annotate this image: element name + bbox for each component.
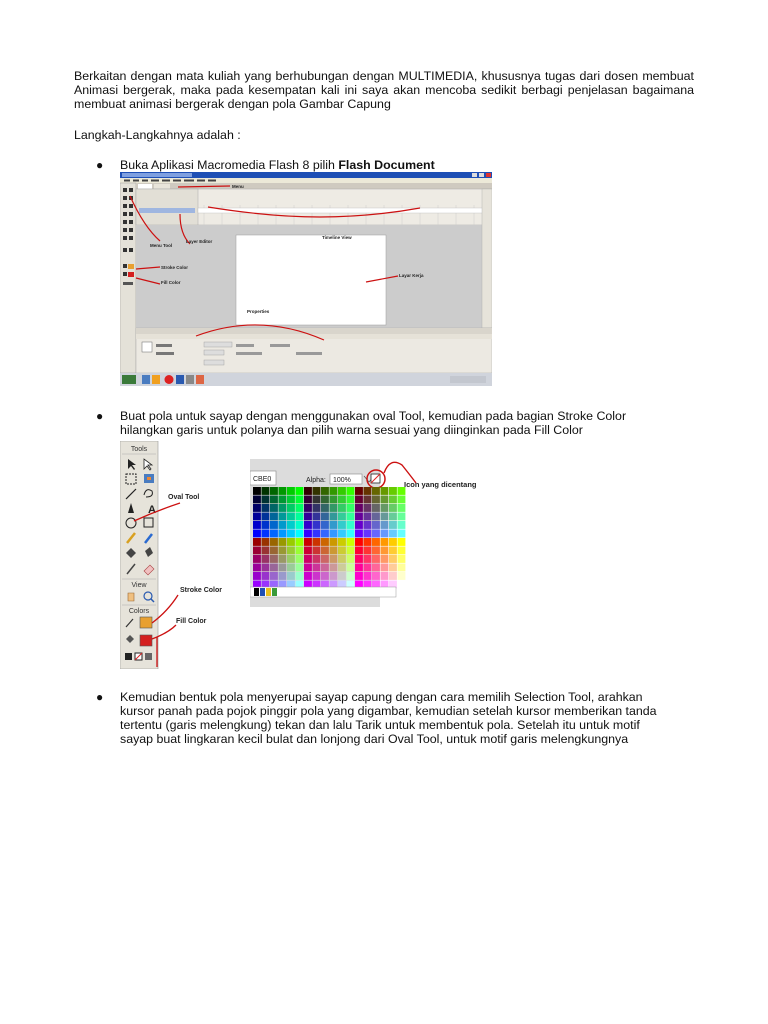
color-swatch[interactable] <box>279 521 287 529</box>
color-swatch[interactable] <box>321 487 329 495</box>
color-swatch[interactable] <box>253 513 261 521</box>
color-swatch[interactable] <box>381 538 389 546</box>
color-swatch[interactable] <box>287 521 295 529</box>
color-swatch[interactable] <box>338 555 346 563</box>
color-swatch[interactable] <box>355 487 363 495</box>
color-swatch[interactable] <box>330 521 338 529</box>
windows-taskbar <box>120 373 492 386</box>
color-swatch[interactable] <box>313 521 321 529</box>
color-swatch[interactable] <box>262 564 270 572</box>
color-swatch[interactable] <box>381 564 389 572</box>
label-menu: Menu <box>232 184 244 189</box>
color-swatch[interactable] <box>338 538 346 546</box>
color-swatch[interactable] <box>270 538 278 546</box>
color-swatch[interactable] <box>304 572 312 580</box>
color-swatch[interactable] <box>389 504 397 512</box>
color-swatch[interactable] <box>270 513 278 521</box>
alpha-label: Alpha: <box>306 477 326 484</box>
color-swatch[interactable] <box>313 555 321 563</box>
color-swatch[interactable] <box>381 504 389 512</box>
color-swatch[interactable] <box>389 538 397 546</box>
color-swatch[interactable] <box>304 513 312 521</box>
colors-title: Colors <box>128 608 150 615</box>
steps-heading: Langkah-Langkahnya adalah : <box>74 128 241 142</box>
color-swatch[interactable] <box>270 496 278 504</box>
color-swatch[interactable] <box>330 530 338 538</box>
color-swatch[interactable] <box>347 564 355 572</box>
color-swatch[interactable] <box>279 530 287 538</box>
color-swatch[interactable] <box>389 572 397 580</box>
color-swatch[interactable] <box>279 555 287 563</box>
color-swatch[interactable] <box>330 504 338 512</box>
fill-color-swatch[interactable] <box>140 635 152 646</box>
color-swatch[interactable] <box>364 496 372 504</box>
color-swatch[interactable] <box>321 496 329 504</box>
color-swatch[interactable] <box>372 547 380 555</box>
color-swatch[interactable] <box>262 555 270 563</box>
color-swatch[interactable] <box>321 572 329 580</box>
color-swatch[interactable] <box>321 564 329 572</box>
color-swatch[interactable] <box>253 572 261 580</box>
color-swatch[interactable] <box>313 513 321 521</box>
color-swatch[interactable] <box>253 547 261 555</box>
color-palette-screenshot <box>250 459 500 607</box>
color-swatch[interactable] <box>321 547 329 555</box>
color-swatch[interactable] <box>287 572 295 580</box>
color-swatch[interactable] <box>338 547 346 555</box>
color-swatch[interactable] <box>338 572 346 580</box>
color-swatch[interactable] <box>304 555 312 563</box>
color-swatch[interactable] <box>338 504 346 512</box>
step-1-text-bold: Flash Document <box>338 158 435 172</box>
color-swatch[interactable] <box>389 547 397 555</box>
color-swatch[interactable] <box>253 521 261 529</box>
color-swatch[interactable] <box>253 538 261 546</box>
color-swatch[interactable] <box>398 513 406 521</box>
label-stroke-color: Stroke Color <box>161 265 189 270</box>
color-swatch[interactable] <box>398 581 406 589</box>
color-swatch[interactable] <box>338 487 346 495</box>
color-swatch[interactable] <box>398 530 406 538</box>
color-swatch[interactable] <box>270 564 278 572</box>
color-swatch[interactable] <box>313 547 321 555</box>
color-swatch[interactable] <box>330 513 338 521</box>
flash-workspace-screenshot <box>120 172 492 386</box>
color-swatch[interactable] <box>355 513 363 521</box>
color-swatch[interactable] <box>355 555 363 563</box>
tools-title: Tools <box>130 446 148 453</box>
flash-toolbar <box>120 183 136 373</box>
color-swatch[interactable] <box>296 555 304 563</box>
color-swatch[interactable] <box>381 572 389 580</box>
color-swatch[interactable] <box>389 530 397 538</box>
color-swatch[interactable] <box>304 538 312 546</box>
color-swatch[interactable] <box>321 555 329 563</box>
step-2-text: Buat pola untuk sayap dengan menggunakan oval Tool, kemudian pada bagian Stroke Color hilangkan garis untuk polanya dan pilih warna sesuai yang diinginkan pada Fill Color <box>120 409 627 437</box>
label-icon-dicentang: Icon yang dicentang <box>404 480 477 489</box>
color-swatch[interactable] <box>347 487 355 495</box>
color-swatch[interactable] <box>304 530 312 538</box>
color-swatch[interactable] <box>389 521 397 529</box>
color-swatch[interactable] <box>381 496 389 504</box>
color-swatch[interactable] <box>398 555 406 563</box>
color-swatch[interactable] <box>338 564 346 572</box>
black-white-icon <box>125 653 132 660</box>
color-swatch[interactable] <box>304 547 312 555</box>
color-swatch[interactable] <box>304 496 312 504</box>
color-swatch[interactable] <box>313 564 321 572</box>
color-swatch[interactable] <box>270 547 278 555</box>
color-swatch[interactable] <box>364 513 372 521</box>
color-swatch[interactable] <box>364 555 372 563</box>
color-swatch[interactable] <box>296 487 304 495</box>
tools-panel-screenshot <box>120 441 244 669</box>
color-swatch[interactable] <box>364 547 372 555</box>
color-swatch[interactable] <box>347 538 355 546</box>
color-swatch[interactable] <box>253 504 261 512</box>
color-swatch[interactable] <box>296 572 304 580</box>
label-properties: Properties <box>247 309 270 314</box>
color-swatch[interactable] <box>330 572 338 580</box>
color-swatch[interactable] <box>296 513 304 521</box>
color-swatch[interactable] <box>287 496 295 504</box>
color-swatch[interactable] <box>279 572 287 580</box>
color-swatch[interactable] <box>364 521 372 529</box>
color-swatch[interactable] <box>372 572 380 580</box>
color-swatch[interactable] <box>287 530 295 538</box>
color-swatch[interactable] <box>398 572 406 580</box>
color-swatch[interactable] <box>364 538 372 546</box>
color-swatch[interactable] <box>330 547 338 555</box>
color-swatch[interactable] <box>262 496 270 504</box>
step-1-text-regular: Buka Aplikasi Macromedia Flash 8 pilih <box>120 158 339 172</box>
color-swatch[interactable] <box>313 572 321 580</box>
label-oval-tool: Oval Tool <box>168 494 200 501</box>
color-swatch[interactable] <box>372 564 380 572</box>
color-swatch[interactable] <box>372 530 380 538</box>
color-swatch[interactable] <box>270 530 278 538</box>
color-swatch[interactable] <box>321 538 329 546</box>
color-swatch[interactable] <box>287 538 295 546</box>
color-swatch[interactable] <box>296 564 304 572</box>
color-swatch[interactable] <box>381 513 389 521</box>
color-swatch[interactable] <box>296 547 304 555</box>
label-stroke-color-2: Stroke Color <box>180 587 223 594</box>
color-swatch[interactable] <box>279 487 287 495</box>
color-swatch[interactable] <box>355 564 363 572</box>
color-swatch[interactable] <box>355 572 363 580</box>
color-swatch[interactable] <box>313 530 321 538</box>
color-swatch[interactable] <box>304 521 312 529</box>
color-swatch[interactable] <box>262 538 270 546</box>
color-swatch[interactable] <box>321 530 329 538</box>
color-swatch[interactable] <box>287 513 295 521</box>
color-swatch[interactable] <box>279 547 287 555</box>
label-menu-tool: Menu Tool <box>150 243 173 248</box>
color-swatch[interactable] <box>270 555 278 563</box>
color-swatch[interactable] <box>347 530 355 538</box>
color-swatch[interactable] <box>313 504 321 512</box>
color-swatch[interactable] <box>296 530 304 538</box>
label-fill-color-2: Fill Color <box>176 618 207 625</box>
color-swatch[interactable] <box>355 530 363 538</box>
color-swatch[interactable] <box>389 513 397 521</box>
color-swatch[interactable] <box>381 547 389 555</box>
color-swatch[interactable] <box>296 538 304 546</box>
color-swatch[interactable] <box>253 564 261 572</box>
color-swatch[interactable] <box>270 504 278 512</box>
tools-panel-svg <box>120 441 244 669</box>
color-swatch[interactable] <box>279 564 287 572</box>
color-swatch[interactable] <box>355 538 363 546</box>
color-swatch[interactable] <box>304 504 312 512</box>
color-swatch[interactable] <box>372 513 380 521</box>
color-swatch[interactable] <box>398 547 406 555</box>
color-swatch[interactable] <box>253 530 261 538</box>
color-swatch[interactable] <box>262 530 270 538</box>
color-swatch[interactable] <box>321 504 329 512</box>
color-swatch[interactable] <box>364 504 372 512</box>
color-swatch[interactable] <box>330 564 338 572</box>
svg-text:A: A <box>148 504 156 516</box>
color-swatch[interactable] <box>338 496 346 504</box>
color-swatch[interactable] <box>355 547 363 555</box>
color-swatch[interactable] <box>389 564 397 572</box>
color-swatch[interactable] <box>372 487 380 495</box>
color-swatch[interactable] <box>347 496 355 504</box>
flash-workspace-svg <box>120 172 492 386</box>
color-swatch[interactable] <box>262 547 270 555</box>
swap-colors-icon <box>145 653 152 660</box>
color-swatch[interactable] <box>347 547 355 555</box>
color-swatch[interactable] <box>304 487 312 495</box>
color-swatch[interactable] <box>313 487 321 495</box>
color-swatch[interactable] <box>304 564 312 572</box>
color-swatch[interactable] <box>313 496 321 504</box>
color-swatch[interactable] <box>389 555 397 563</box>
color-swatch[interactable] <box>372 504 380 512</box>
color-swatch[interactable] <box>287 555 295 563</box>
alpha-value: 100% <box>333 477 351 484</box>
color-swatch[interactable] <box>364 564 372 572</box>
color-swatch[interactable] <box>398 521 406 529</box>
hand-tool-icon <box>128 593 134 601</box>
color-swatch[interactable] <box>381 530 389 538</box>
color-swatch[interactable] <box>330 538 338 546</box>
color-swatch[interactable] <box>364 487 372 495</box>
color-swatch[interactable] <box>270 572 278 580</box>
color-swatch[interactable] <box>296 504 304 512</box>
color-swatch[interactable] <box>381 487 389 495</box>
color-swatch[interactable] <box>372 521 380 529</box>
color-swatch[interactable] <box>296 521 304 529</box>
color-swatch[interactable] <box>398 496 406 504</box>
intro-paragraph: Berkaitan dengan mata kuliah yang berhubungan dengan MULTIMEDIA, khususnya tugas dari dosen membuat Animasi bergerak, maka pada kesempatan kali ini saya akan mencoba sedikit berbagi penjelasan bagaimana membuat animasi bergerak dengan pola Gambar Capung <box>74 69 694 111</box>
color-swatch[interactable] <box>372 496 380 504</box>
color-swatch[interactable] <box>347 504 355 512</box>
color-swatch[interactable] <box>262 572 270 580</box>
color-swatch[interactable] <box>398 538 406 546</box>
color-swatch[interactable] <box>372 538 380 546</box>
stroke-color-swatch[interactable] <box>140 617 152 628</box>
step-3-text: Kemudian bentuk pola menyerupai sayap capung dengan cara memilih Selection Tool, arahkan kursor panah pada pojok pinggir pola yang digambar, kemudian setelah kursor memberikan tanda tertentu (garis melengkung) tekan dan lalu Tarik untuk membentuk pola. Setelah itu untuk motif sayap buat lingkaran kecil bulat dan lonjong dari Oval Tool, untuk motif garis melengkungnya <box>120 690 657 746</box>
color-swatch[interactable] <box>321 513 329 521</box>
color-swatch[interactable] <box>262 504 270 512</box>
color-swatch[interactable] <box>355 521 363 529</box>
color-swatch[interactable] <box>279 504 287 512</box>
color-swatch[interactable] <box>364 572 372 580</box>
color-swatch[interactable] <box>279 513 287 521</box>
color-swatch[interactable] <box>338 513 346 521</box>
color-swatch[interactable] <box>262 521 270 529</box>
color-swatch[interactable] <box>381 555 389 563</box>
color-swatch[interactable] <box>389 487 397 495</box>
color-swatch[interactable] <box>287 564 295 572</box>
color-swatch[interactable] <box>347 555 355 563</box>
color-swatch[interactable] <box>253 496 261 504</box>
color-swatch[interactable] <box>347 513 355 521</box>
label-timeline-view: Timeline View <box>322 235 352 240</box>
color-swatch[interactable] <box>321 521 329 529</box>
color-swatch[interactable] <box>389 496 397 504</box>
label-fill-color: Fill Color <box>161 280 181 285</box>
bullet-2: ● <box>96 409 104 423</box>
color-swatch[interactable] <box>313 538 321 546</box>
color-swatch[interactable] <box>262 513 270 521</box>
color-swatch[interactable] <box>296 496 304 504</box>
label-layer-editor: Layer Editor <box>186 239 213 244</box>
color-swatch[interactable] <box>398 504 406 512</box>
color-swatch[interactable] <box>253 487 261 495</box>
color-swatch[interactable] <box>279 496 287 504</box>
color-swatch[interactable] <box>347 572 355 580</box>
label-layar-kerja: Layar Kerja <box>399 273 424 278</box>
color-swatch[interactable] <box>338 530 346 538</box>
color-swatch[interactable] <box>398 564 406 572</box>
color-swatch[interactable] <box>287 487 295 495</box>
color-swatch[interactable] <box>364 530 372 538</box>
view-title: View <box>131 582 147 589</box>
step-1-text <box>120 158 660 172</box>
color-palette-svg <box>250 459 500 607</box>
color-swatch[interactable] <box>347 521 355 529</box>
color-swatch[interactable] <box>262 487 270 495</box>
color-swatch[interactable] <box>279 538 287 546</box>
color-swatch[interactable] <box>338 521 346 529</box>
bullet-1: ● <box>96 158 104 172</box>
color-swatch[interactable] <box>355 504 363 512</box>
color-swatch[interactable] <box>381 521 389 529</box>
color-swatch[interactable] <box>270 487 278 495</box>
color-swatch[interactable] <box>372 555 380 563</box>
hex-value: CBE0 <box>253 476 272 483</box>
color-swatch[interactable] <box>287 504 295 512</box>
color-swatch[interactable] <box>355 496 363 504</box>
color-swatch[interactable] <box>270 521 278 529</box>
color-swatch[interactable] <box>287 547 295 555</box>
color-swatch[interactable] <box>330 496 338 504</box>
bullet-3: ● <box>96 690 104 704</box>
color-swatch[interactable] <box>330 487 338 495</box>
color-swatch[interactable] <box>330 555 338 563</box>
color-swatch[interactable] <box>253 555 261 563</box>
